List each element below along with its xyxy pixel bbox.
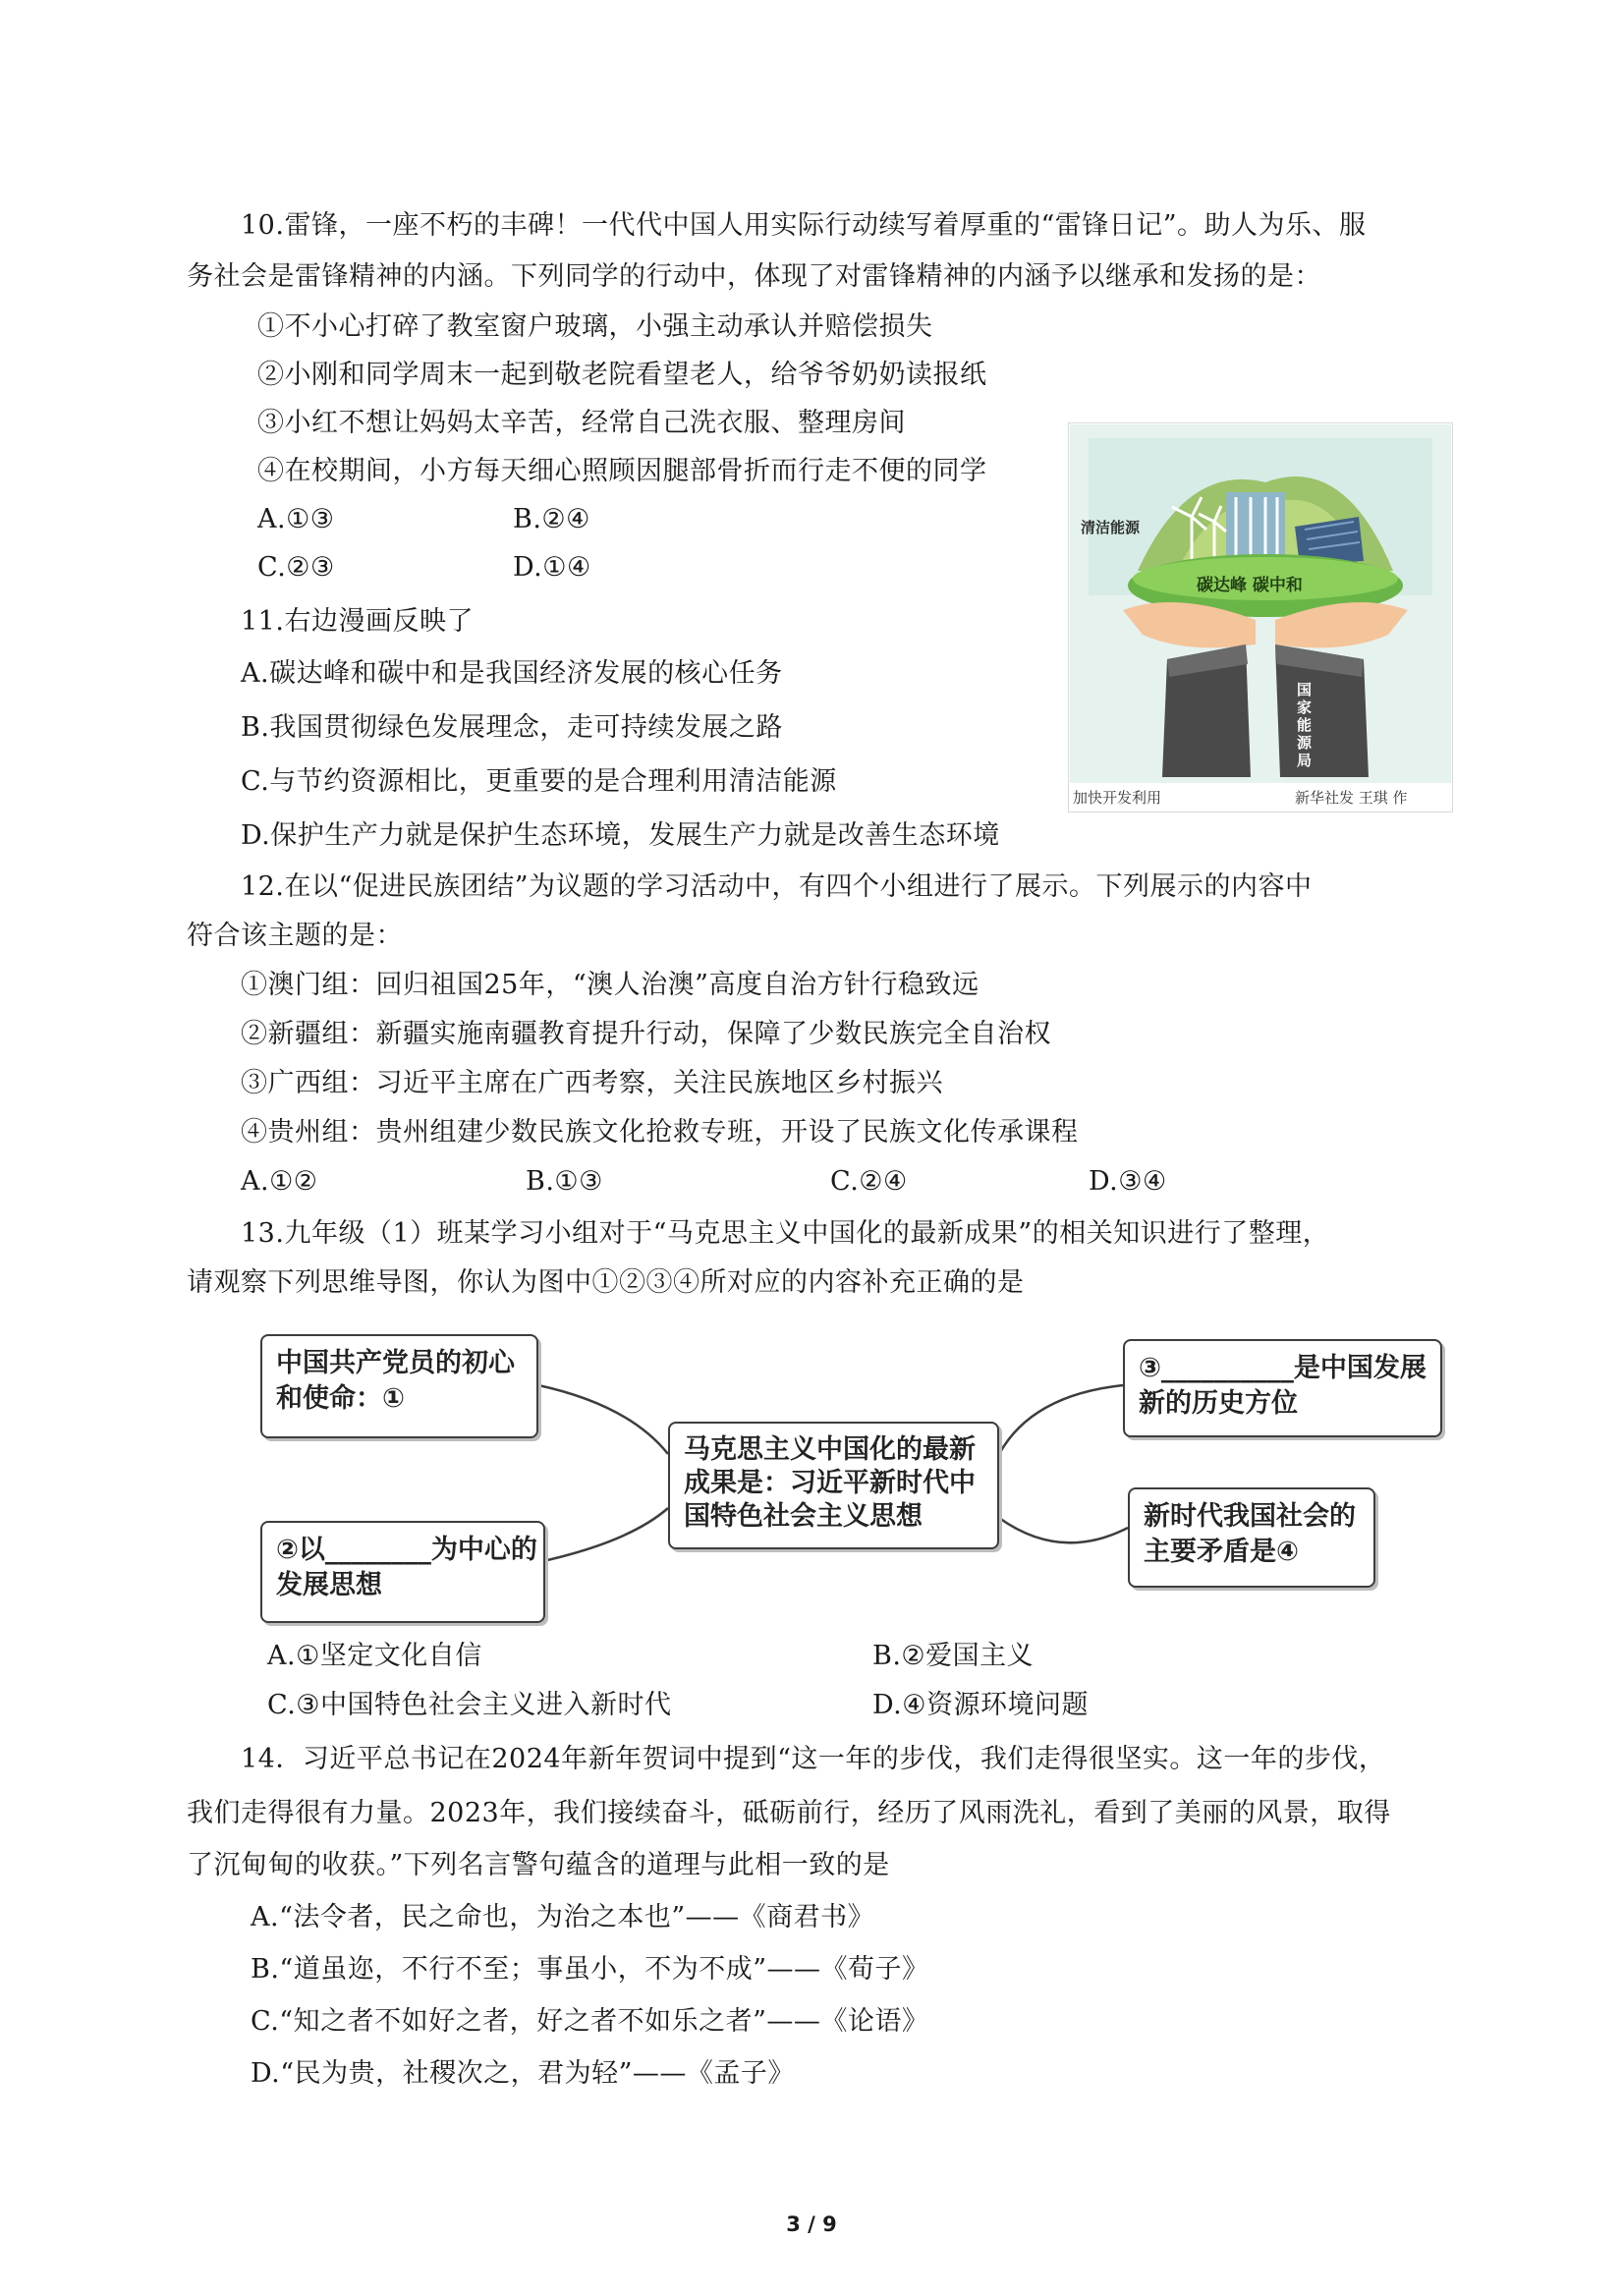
mindmap-node-center <box>668 1422 999 1549</box>
q11-option-d: D.保护生产力就是保护生态环境，发展生产力就是改善生态环境 <box>241 820 1000 851</box>
q12-item-2: ②新疆组：新疆实施南疆教育提升行动，保障了少数民族完全自治权 <box>241 1019 1051 1049</box>
mindmap-node-top-right-line-2: 新的历史方位 <box>1139 1388 1298 1419</box>
mindmap-node-bottom-left <box>260 1521 545 1623</box>
q14-option-b: B.“道虽迩，不行不至；事虽小，不为不成”——《荀子》 <box>251 1954 929 1985</box>
q10-stem-line-1: 10.雷锋，一座不朽的丰碑！一代代中国人用实际行动续写着厚重的“雷锋日记”。助人为乐、服 <box>241 210 1367 241</box>
q11-option-c: C.与节约资源相比，更重要的是合理利用清洁能源 <box>241 766 837 797</box>
q13-option-c: C.③中国特色社会主义进入新时代 <box>267 1690 672 1720</box>
q10-item-3: ③小红不想让妈妈太辛苦，经常自己洗衣服、整理房间 <box>257 408 906 438</box>
q14-option-c: C.“知之者不如好之者，好之者不如乐之者”——《论语》 <box>251 2006 929 2037</box>
q13-option-a: A.①坚定文化自信 <box>267 1641 482 1671</box>
cartoon-label-carbon-band: 碳达峰 碳中和 <box>1197 576 1303 595</box>
mindmap-node-bottom-left-line-1: ②以________为中心的 <box>276 1535 537 1565</box>
cartoon-caption-left: 加快开发利用 <box>1073 789 1162 807</box>
q10-stem-line-2: 务社会是雷锋精神的内涵。下列同学的行动中，体现了对雷锋精神的内涵予以继承和发扬的是： <box>187 261 1321 292</box>
q11-stem: 11.右边漫画反映了 <box>241 606 474 637</box>
mindmap-node-top-left-line-1: 中国共产党员的初心 <box>276 1348 515 1378</box>
mindmap-node-bottom-right-line-1: 新时代我国社会的 <box>1144 1501 1356 1532</box>
q10-option-d: D.①④ <box>513 552 591 583</box>
q12-stem-line-2: 符合该主题的是： <box>187 921 403 951</box>
q13-option-b: B.②爱国主义 <box>872 1641 1035 1671</box>
mindmap-node-bottom-left-line-2: 发展思想 <box>276 1570 382 1600</box>
q10-option-b: B.②④ <box>513 504 590 534</box>
q12-item-3: ③广西组：习近平主席在广西考察，关注民族地区乡村振兴 <box>241 1068 943 1098</box>
cartoon-label-sleeve: 国家能源局 <box>1297 681 1313 769</box>
q12-option-a: A.①② <box>241 1166 318 1197</box>
mindmap-node-bottom-right-line-2: 主要矛盾是④ <box>1144 1537 1299 1567</box>
q14-option-a: A.“法令者，民之命也，为治之本也”——《商君书》 <box>251 1902 875 1932</box>
mindmap-node-bottom-right <box>1128 1487 1375 1588</box>
q13-option-d: D.④资源环境问题 <box>872 1690 1089 1720</box>
q12-stem-line-1: 12.在以“促进民族团结”为议题的学习活动中，有四个小组进行了展示。下列展示的内容中 <box>241 871 1313 902</box>
mindmap-node-top-right-line-1: ③__________是中国发展 <box>1139 1353 1427 1383</box>
mindmap-node-top-left-line-2: 和使命：① <box>276 1383 405 1414</box>
mindmap-node-center-line-2: 成果是：习近平新时代中 <box>684 1468 976 1498</box>
q14-stem-line-1: 14．习近平总书记在2024年新年贺词中提到“这一年的步伐，我们走得很坚实。这一年的步伐， <box>241 1744 1386 1774</box>
mindmap-node-top-right <box>1123 1339 1442 1437</box>
q14-stem-line-2: 我们走得很有力量。2023年，我们接续奋斗，砥砺前行，经历了风雨洗礼，看到了美丽的风景，取得 <box>187 1798 1391 1828</box>
q12-option-b: B.①③ <box>526 1166 603 1197</box>
q10-option-a: A.①③ <box>257 504 335 534</box>
mindmap-node-top-left <box>260 1334 538 1438</box>
q14-option-d: D.“民为贵，社稷次之，君为轻”——《孟子》 <box>251 2058 795 2089</box>
q11-option-a: A.碳达峰和碳中和是我国经济发展的核心任务 <box>241 658 783 689</box>
q10-item-4: ④在校期间，小方每天细心照顾因腿部骨折而行走不便的同学 <box>257 456 987 486</box>
q12-item-4: ④贵州组：贵州组建少数民族文化抢救专班，开设了民族文化传承课程 <box>241 1117 1079 1148</box>
q11-option-b: B.我国贯彻绿色发展理念，走可持续发展之路 <box>241 712 783 743</box>
page-number: 3 / 9 <box>786 2212 837 2236</box>
mindmap-node-center-line-3: 国特色社会主义思想 <box>684 1501 923 1532</box>
q10-item-2: ②小刚和同学周末一起到敬老院看望老人，给爷爷奶奶读报纸 <box>257 360 987 390</box>
q12-option-d: D.③④ <box>1089 1166 1167 1197</box>
q13-stem-line-1: 13.九年级（1）班某学习小组对于“马克思主义中国化的最新成果”的相关知识进行了整理， <box>241 1218 1330 1249</box>
cartoon-caption-right: 新华社发 王琪 作 <box>1295 789 1408 807</box>
q10-item-1: ①不小心打碎了教室窗户玻璃，小强主动承认并赔偿损失 <box>257 311 933 342</box>
cartoon-label-clean-energy: 清洁能源 <box>1081 519 1141 536</box>
q12-option-c: C.②④ <box>830 1166 908 1197</box>
mindmap-node-center-line-1: 马克思主义中国化的最新 <box>684 1434 976 1465</box>
q13-stem-line-2: 请观察下列思维导图，你认为图中①②③④所对应的内容补充正确的是 <box>187 1267 1025 1298</box>
q14-stem-line-3: 了沉甸甸的收获。”下列名言警句蕴含的道理与此相一致的是 <box>187 1850 890 1880</box>
q10-option-c: C.②③ <box>257 552 335 583</box>
q12-item-1: ①澳门组：回归祖国25年，“澳人治澳”高度自治方针行稳致远 <box>241 970 979 1000</box>
